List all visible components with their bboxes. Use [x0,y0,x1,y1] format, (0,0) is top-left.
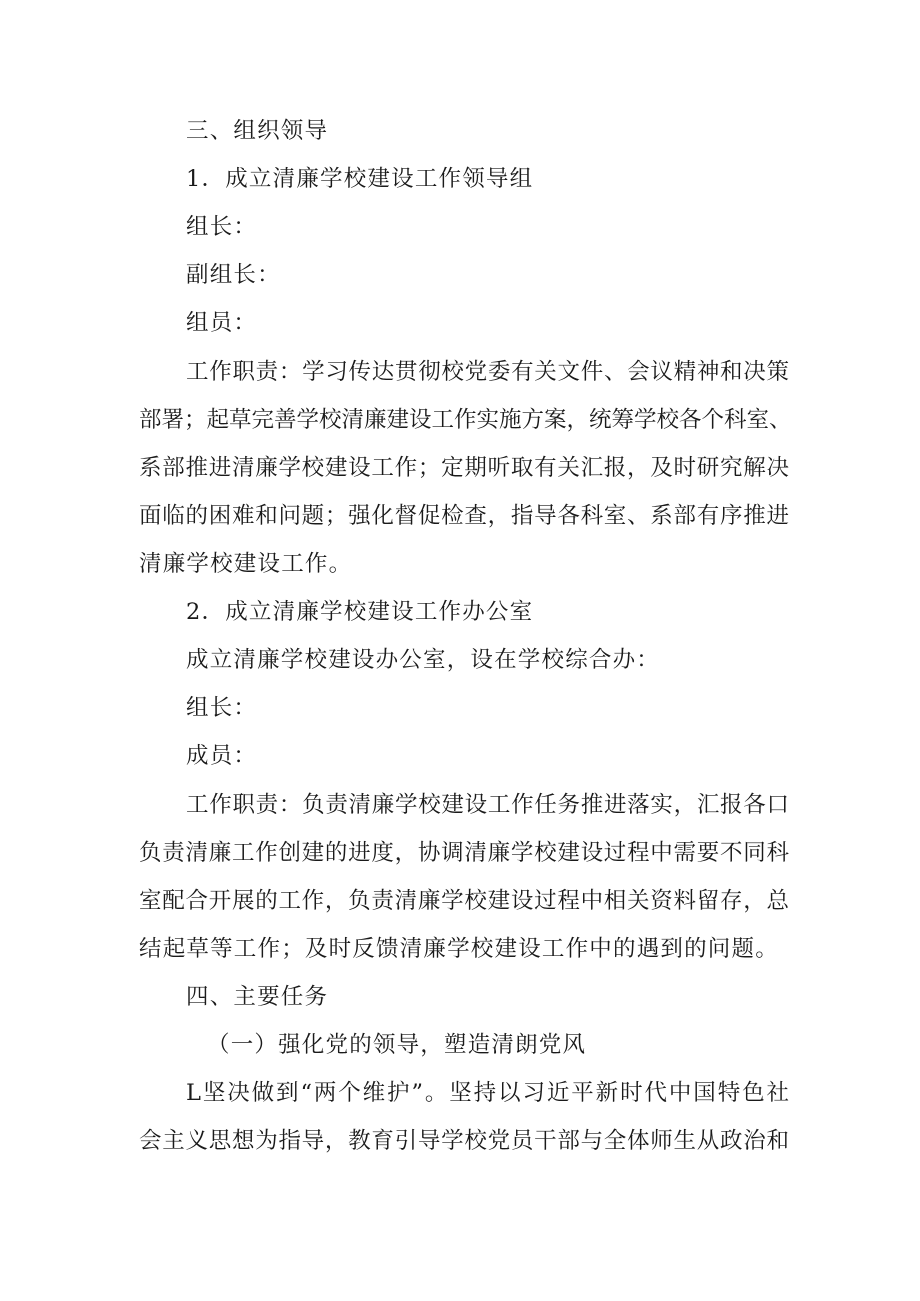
section-heading-organization: 三、组织领导 [186,118,329,144]
section-heading-main-tasks: 四、主要任务 [186,984,329,1010]
leader-label: 组长： [186,214,258,240]
task-paragraph-line: L坚决做到“两个维护”。坚持以习近平新时代中国特色社 [186,1080,789,1106]
duties-paragraph-line: 部署；起草完善学校清廉建设工作实施方案，统筹学校各个科室、 [139,407,792,433]
deputy-leader-label: 副组长： [186,262,281,288]
subsection-heading-party-leadership: （一）强化党的领导，塑造清朗党风 [207,1032,587,1058]
office-leader-label: 组长： [186,695,258,721]
members-label: 组员： [186,310,258,336]
duties-paragraph-line: 系部推进清廉学校建设工作；定期听取有关汇报，及时研究解决 [139,455,789,481]
duties-paragraph-line: 清廉学校建设工作。 [139,551,353,577]
office-duties-paragraph-line: 结起草等工作；及时反馈清廉学校建设工作中的遇到的问题。 [139,936,779,962]
task-paragraph-line: 会主义思想为指导，教育引导学校党员干部与全体师生从政治和 [139,1128,789,1154]
duties-paragraph-line: 工作职责：学习传达贯彻校党委有关文件、会议精神和决策 [186,359,789,385]
subheading-office: 2．成立清廉学校建设工作办公室 [186,599,534,625]
office-members-label: 成员： [186,743,258,769]
subheading-leadership-group: 1．成立清廉学校建设工作领导组 [186,166,534,192]
office-duties-paragraph-line: 负责清廉工作创建的进度，协调清廉学校建设过程中需要不同科 [139,840,789,866]
duties-paragraph-line: 面临的困难和问题；强化督促检查，指导各科室、系部有序推进 [139,503,789,529]
office-duties-paragraph-line: 室配合开展的工作，负责清廉学校建设过程中相关资料留存，总 [139,888,789,914]
office-setup-line: 成立清廉学校建设办公室，设在学校综合办： [186,647,661,673]
office-duties-paragraph-line: 工作职责：负责清廉学校建设工作任务推进落实，汇报各口 [186,792,789,818]
